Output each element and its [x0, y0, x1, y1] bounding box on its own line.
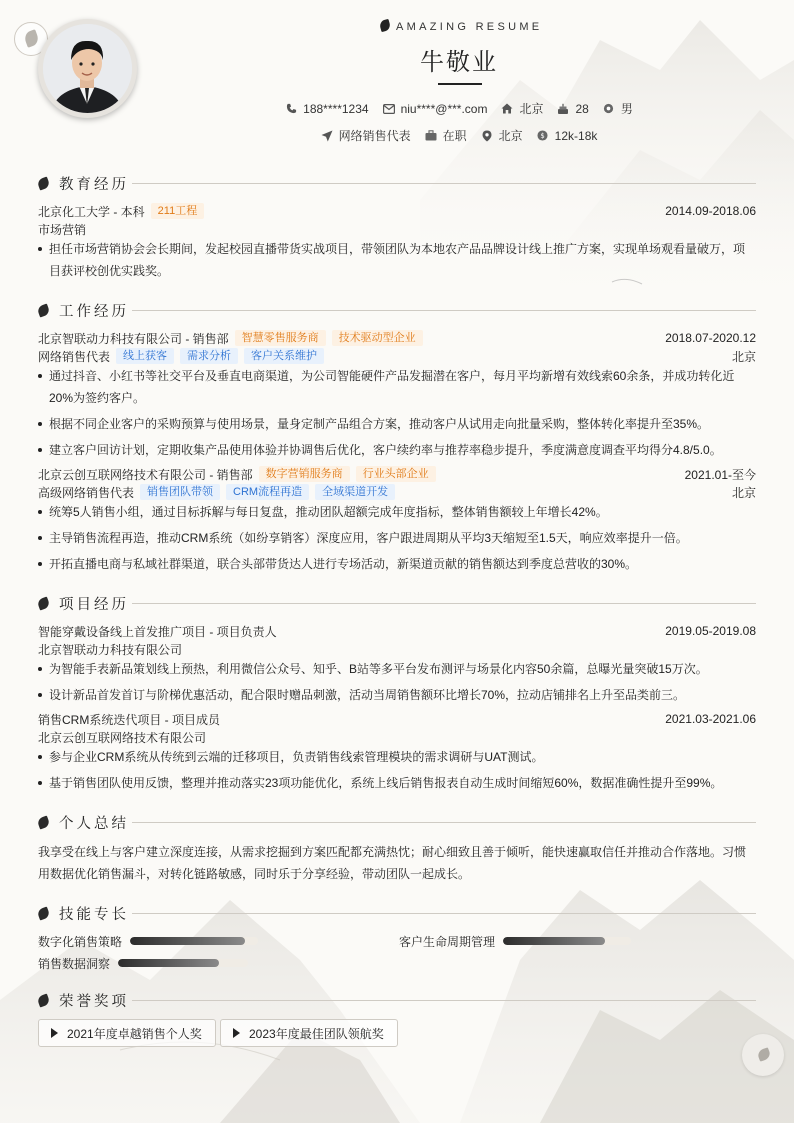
award-item: 2023年度最佳团队领航奖 — [220, 1019, 398, 1047]
education-header — [38, 203, 756, 219]
project-header — [38, 623, 756, 639]
section-title-projects: 项目经历 — [38, 594, 129, 612]
project-bullet: 为智能手表新品策划线上预热，利用微信公众号、知乎、B站等多平台发布测评与场景化内容50余篇，总曝光量突破15万次。 — [38, 658, 756, 680]
briefcase-icon — [425, 130, 437, 142]
skill-bar — [118, 959, 248, 967]
skill-label: 客户生命周期管理 — [399, 935, 496, 949]
phone-info: 188****1234 — [285, 100, 368, 117]
section-title-awards: 荣誉奖项 — [38, 991, 129, 1009]
company-tag: 数字营销服务商 — [259, 466, 350, 482]
gender-info: 男 — [603, 100, 633, 117]
job-intent-row — [0, 127, 794, 144]
section-divider — [132, 183, 756, 184]
leaf-icon — [379, 19, 392, 32]
section-divider — [132, 310, 756, 311]
job-role-row — [38, 484, 756, 500]
age-info: 28 — [557, 100, 588, 117]
job-bullet: 根据不同企业客户的采购预算与使用场景，量身定制产品组合方案，推动客户从试用走向批量采购，整体转化率提升至35%。 — [38, 413, 756, 435]
education-date: 2014.09-2018.06 — [665, 204, 756, 218]
company-name: 北京云创互联网络技术有限公司 - 销售部 — [38, 467, 253, 482]
position-info: 网络销售代表 — [321, 127, 411, 144]
project-bullet: 参与企业CRM系统从传统到云端的迁移项目，负责销售线索管理模块的需求调研与UAT测试。 — [38, 746, 756, 768]
section-title-summary: 个人总结 — [38, 813, 129, 831]
company-tag: 智慧零售服务商 — [235, 330, 326, 346]
leaf-icon — [36, 176, 50, 190]
leaf-badge-decoration — [742, 1034, 784, 1076]
skill-tag: 销售团队带领 — [140, 484, 220, 500]
home-icon — [501, 103, 513, 115]
job-location: 北京 — [731, 349, 756, 364]
contact-row — [0, 100, 794, 117]
skill-tag: 需求分析 — [180, 348, 238, 364]
gender-icon — [603, 103, 615, 115]
school-name: 北京化工大学 - 本科 — [38, 204, 145, 219]
expected-city-info: 北京 — [481, 127, 523, 144]
job-bullet: 主导销售流程再造，推动CRM系统（如纷享销客）深度应用，客户跟进周期从平均3天缩短至1.5天，响应效率提升一倍。 — [38, 527, 756, 549]
major: 市场营销 — [38, 223, 87, 237]
leaf-icon — [36, 815, 50, 829]
skill-tag: 客户关系维护 — [244, 348, 324, 364]
play-triangle-icon — [51, 1028, 58, 1038]
skill-bar — [503, 937, 631, 945]
section-title-work: 工作经历 — [38, 301, 129, 319]
project-name: 销售CRM系统迭代项目 - 项目成员 — [38, 712, 220, 727]
cake-icon — [557, 103, 569, 115]
skill-label: 销售数据洞察 — [38, 957, 111, 971]
skill-bar — [130, 937, 258, 945]
mail-icon — [383, 103, 395, 115]
svg-text:$: $ — [540, 131, 545, 140]
skill-tag: CRM流程再造 — [226, 484, 309, 500]
resume-tagline: AMAZING RESUME — [380, 20, 580, 33]
project-date: 2021.03-2021.06 — [665, 712, 756, 726]
skill-tag: 全域渠道开发 — [315, 484, 395, 500]
salary-info: $ 12k-18k — [537, 127, 598, 144]
summary-text: 我享受在线上与客户建立深度连接，从需求挖掘到方案匹配都充满热忱；耐心细致且善于倾听，能快速赢取信任并推动合作落地。习惯用数据优化销售漏斗，对转化链路敏感，同时乐于分享经验，带动团队一起成长。 — [38, 845, 747, 881]
skill-bar-fill — [130, 937, 245, 945]
candidate-name: 牛敬业 — [420, 48, 498, 76]
leaf-icon — [36, 993, 50, 1007]
name-underline — [438, 83, 482, 85]
section-divider — [132, 603, 756, 604]
section-title-skills: 技能专长 — [38, 904, 129, 922]
city-info: 北京 — [501, 100, 543, 117]
company-tag: 行业头部企业 — [356, 466, 436, 482]
skill-tag: 线上获客 — [116, 348, 174, 364]
job-bullet: 统筹5人销售小组，通过目标拆解与每日复盘，推动团队超额完成年度指标，整体销售额较上年增长42%。 — [38, 501, 756, 523]
project-bullet: 设计新品首发首订与阶梯优惠活动，配合限时赠品刺激，活动当周销售额环比增长70%，拉动店铺排名上升至品类前三。 — [38, 684, 756, 706]
project-company: 北京云创互联网络技术有限公司 — [38, 731, 207, 745]
project-name: 智能穿戴设备线上首发推广项目 - 项目负责人 — [38, 624, 277, 639]
job-bullet: 建立客户回访计划，定期收集产品使用体验并协调售后优化，客户续约率与推荐率稳步提升，季度满意度调查平均得分4.8/5.0。 — [38, 439, 756, 461]
phone-icon — [285, 103, 297, 115]
status-info: 在职 — [425, 127, 467, 144]
job-role-row — [38, 348, 756, 364]
job-date: 2021.01-至今 — [684, 467, 756, 482]
job-header — [38, 330, 756, 346]
project-bullet: 基于销售团队使用反馈，整理并推动落实23项功能优化，系统上线后销售报表自动生成时间缩短60%，数据准确性提升至99%。 — [38, 772, 756, 794]
section-divider — [132, 822, 756, 823]
education-bullet: 担任市场营销协会会长期间，发起校园直播带货实战项目，带领团队为本地农产品品牌设计线上推广方案，实现单场观看量破万，项目获评校创优实践奖。 — [38, 238, 756, 282]
send-icon — [321, 130, 333, 142]
job-role: 网络销售代表 — [38, 349, 111, 364]
school-tag: 211工程 — [151, 203, 205, 219]
leaf-icon — [36, 906, 50, 920]
company-name: 北京智联动力科技有限公司 - 销售部 — [38, 331, 229, 346]
job-header — [38, 466, 756, 482]
project-company: 北京智联动力科技有限公司 — [38, 643, 183, 657]
job-role: 高级网络销售代表 — [38, 485, 135, 500]
job-location: 北京 — [731, 485, 756, 500]
award-item: 2021年度卓越销售个人奖 — [38, 1019, 216, 1047]
job-date: 2018.07-2020.12 — [665, 331, 756, 345]
skill-bar-fill — [503, 937, 605, 945]
project-date: 2019.05-2019.08 — [665, 624, 756, 638]
section-title-education: 教育经历 — [38, 174, 129, 192]
money-icon — [537, 130, 549, 142]
leaf-icon — [36, 303, 50, 317]
location-pin-icon — [481, 130, 493, 142]
company-tag: 技术驱动型企业 — [332, 330, 423, 346]
project-header — [38, 711, 756, 727]
email-info: niu****@***.com — [383, 100, 488, 117]
job-bullet: 通过抖音、小红书等社交平台及垂直电商渠道，为公司智能硬件产品发掘潜在客户，每月平均新增有效线索60余条，并成功转化近20%为签约客户。 — [38, 365, 756, 409]
skill-label: 数字化销售策略 — [38, 935, 123, 949]
section-divider — [132, 913, 756, 914]
play-triangle-icon — [233, 1028, 240, 1038]
section-divider — [132, 1000, 756, 1001]
skill-bar-fill — [118, 959, 219, 967]
leaf-icon — [36, 596, 50, 610]
job-bullet: 开拓直播电商与私域社群渠道，联合头部带货达人进行专场活动，新渠道贡献的销售额达到季度总营收的30%。 — [38, 553, 756, 575]
